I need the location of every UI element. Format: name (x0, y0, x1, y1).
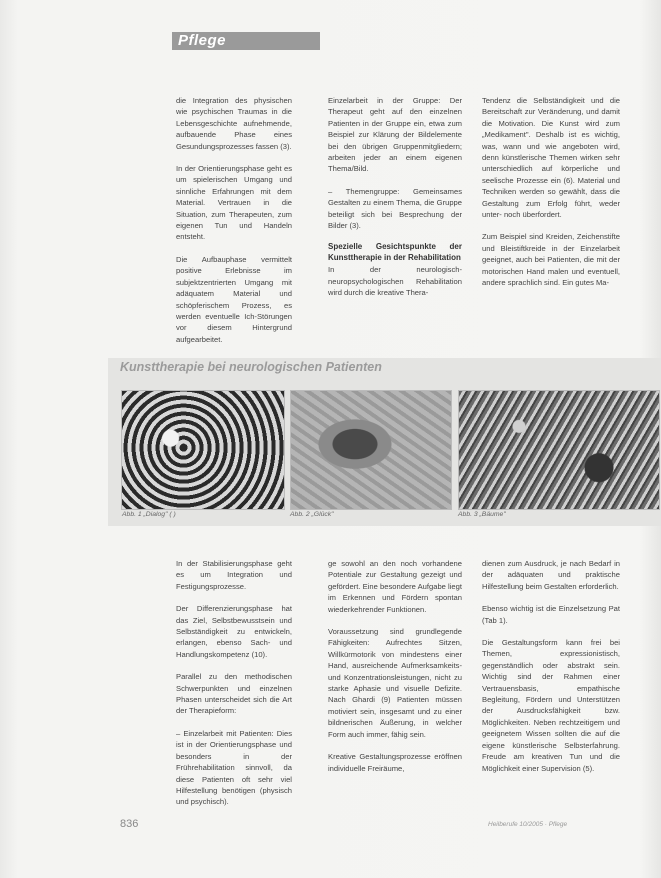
upper-column-2 (328, 95, 462, 310)
paragraph: dienen zum Ausdruck, je nach Bedarf in der adäquaten und praktische Hilfestellung beim Gestalten erforderlich. (482, 559, 620, 591)
paragraph: Der Differenzierungsphase hat das Ziel, Selbstbewusstsein und Selbständigkeit zu entwickeln, erlangen, ebenso Sach- und Handlungskompetenz (10). (176, 604, 292, 659)
paragraph: – Einzelarbeit mit Patienten: Dies ist in der Orientierungsphase und besonders in der Frührehabilitation sinnvoll, da diese Patienten oft sehr viel Hilfestellung benötigen (physisch und psychisch). (176, 728, 292, 807)
paragraph: Einzelarbeit in der Gruppe: Der Therapeut geht auf den einzelnen Patienten in der Gruppe ein, etwa zum Beispiel zur Klärung der Bildelemente bei den übrigen Gruppenmitgliedern; arbeiten jeder an einem eigenen Thema/Bild. (328, 96, 462, 174)
paragraph: Zum Beispiel sind Kreiden, Zeichenstifte und Bleistiftkreide in der Einzelarbeit geeignet, auch bei Patienten, die mit der motorischen Hand malen und eventuell, andere sprachlich sind. Ein gutes Ma- (482, 232, 620, 288)
paragraph: In der Orientierungsphase geht es um spielerischen Umgang und sinnliche Erfahrungen mit dem Material. Vertrauen in die Situation, zum Therapeuten, zum eigenen Tun und Handeln entsteht. (176, 164, 292, 242)
paragraph: Ebenso wichtig ist die Einzelsetzung Pat (Tab 1). (482, 604, 620, 625)
subheading: Spezielle Gesichtspunkte der Kunsttherapie in der Rehabilitation (328, 242, 462, 262)
artwork-image-2 (290, 390, 452, 510)
lower-column-2 (328, 558, 462, 785)
paragraph: Die Aufbauphase vermittelt positive Erlebnisse im subjektzentrierten Umgang mit adäquatem Material und schöpferischem Prozess, es werden eventuelle Ich-Störungen vor diesem Hintergrund aufgearbeitet. (176, 254, 292, 344)
figure-caption-3: Abb. 3 „Bäume" (458, 511, 506, 518)
upper-column-3 (482, 95, 620, 300)
paragraph: Voraussetzung sind grundlegende Fähigkeiten: Aufrechtes Sitzen, Willkürmotorik von mindestens einer Hand, ausreichende Aufmerksamkeits- und Konzentrationsleistungen, nicht zu starke Aphasie und visuelle Defizite. Nach Ghardi (9) Patienten müssen motiviert sein, insgesamt und zu einer bildnerischen Äußerung, in welcher Form auch immer, fähig sein. (328, 627, 462, 739)
paragraph: In der Stabilisierungsphase geht es um Integration und Festigungsprozesse. (176, 559, 292, 591)
lower-column-1 (176, 558, 292, 819)
paragraph: Parallel zu den methodischen Schwerpunkten und einzelnen Phasen unterscheidet sich die Art der Therapieform: (176, 672, 292, 716)
page-number: 836 (120, 818, 139, 830)
paragraph: ge sowohl an den noch vorhandene Potentiale zur Gestaltung gezeigt und gefördert. Eine besondere Aufgabe liegt im Erkennen und Fördern spontan wiederkehrender Funktionen. (328, 559, 462, 614)
figure-caption-2: Abb. 2 „Glück" (290, 511, 334, 518)
artwork-image-3 (458, 390, 660, 510)
artwork-image-1 (121, 390, 285, 510)
paragraph: die Integration des physischen wie psychischen Traumas in die Lebensgeschichte aufnehmende, aufbauende Phase eines Gesundungsprozesses fassen (3). (176, 96, 292, 151)
upper-column-1 (176, 95, 292, 356)
paragraph: Kreative Gestaltungsprozesse eröffnen individuelle Freiräume, (328, 752, 462, 773)
paragraph: In der neurologisch-neuropsychologischen Rehabilitation wird durch die kreative Thera- (328, 265, 462, 298)
running-footer: Heilberufe 10/2005 · Pflege (488, 821, 568, 828)
figure-caption-1: Abb. 1 „Dialog" ( ) (122, 511, 176, 518)
section-title: Pflege (178, 32, 227, 49)
paragraph: Die Gestaltungsform kann frei bei Themen, expressionistisch, gegenständlich oder abstrakt sein. Wichtig sind der Rahmen einer Vertrauensbasis, empathische Begleitung, Fördern und Unterstützen der Ausdrucksfähigkeit bzw. Möglichkeiten. Neben rechtzeitigem und geeignetem Wissen sollten die auf die eigene künstlerische Selbsterfahrung. Freude am kreativen Tun und die Möglichkeit einer Supervision (5). (482, 638, 620, 773)
lower-column-3 (482, 558, 620, 785)
feature-title: Kunsttherapie bei neurologischen Patienten (120, 360, 382, 374)
paragraph: Tendenz die Selbständigkeit und die Bereitschaft zur Veränderung, und damit die Motivation. Die Kunst wird zum „Medikament". Deshalb ist es wichtig, was, wann und wie angeboten wird, denn künstlerische Themen wirken sehr unterschiedlich auf körperliche und seelische Prozesse ein (6). Material und Techniken werden so gewählt, dass die Gestaltung zum Erfolg führt, weder unter- noch überfordert. (482, 96, 620, 220)
paragraph: – Themengruppe: Gemeinsames Gestalten zu einem Thema, die Gruppe beteiligt sich bei Besprechung der Bilder (3). (328, 186, 462, 231)
